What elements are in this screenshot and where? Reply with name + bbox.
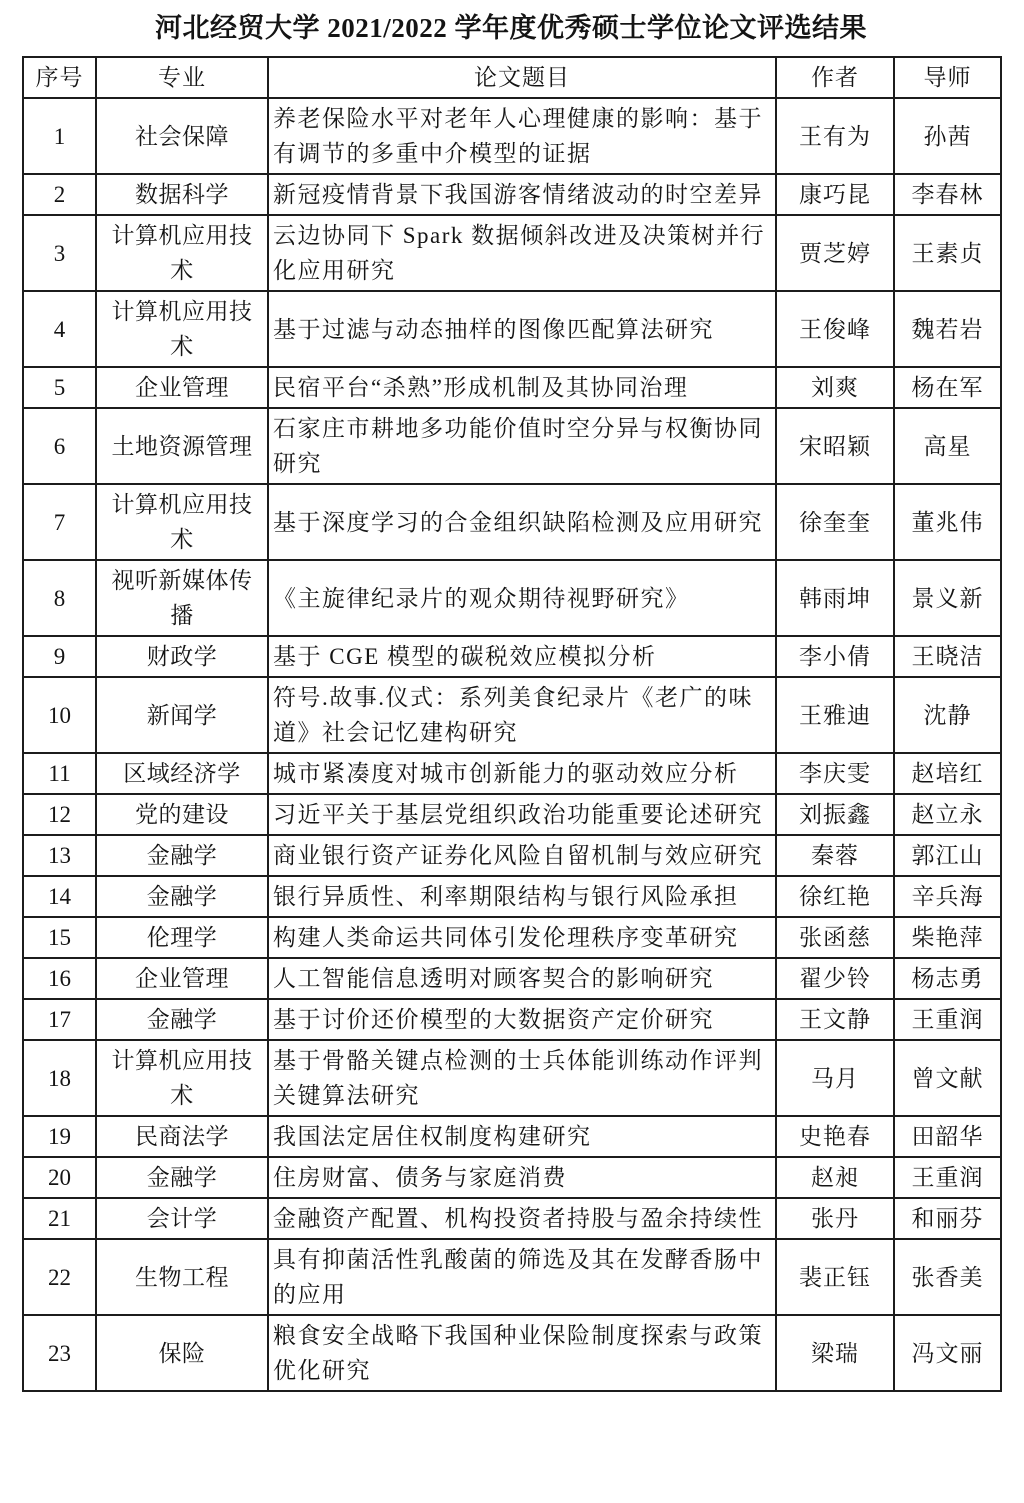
table-row [23, 636, 1001, 677]
cell-author: 宋昭颖 [776, 408, 894, 484]
table-row [23, 1040, 1001, 1116]
cell-advisor: 高星 [894, 408, 1001, 484]
cell-major: 土地资源管理 [96, 408, 268, 484]
cell-major: 会计学 [96, 1198, 268, 1239]
cell-author: 刘爽 [776, 367, 894, 408]
cell-advisor: 杨在军 [894, 367, 1001, 408]
cell-no: 8 [23, 560, 96, 636]
table-row [23, 291, 1001, 367]
cell-major: 金融学 [96, 999, 268, 1040]
cell-no: 21 [23, 1198, 96, 1239]
cell-advisor: 王重润 [894, 1157, 1001, 1198]
cell-advisor: 田韶华 [894, 1116, 1001, 1157]
cell-advisor: 王素贞 [894, 215, 1001, 291]
cell-no: 17 [23, 999, 96, 1040]
cell-thesis: 新冠疫情背景下我国游客情绪波动的时空差异 [268, 174, 776, 215]
cell-no: 14 [23, 876, 96, 917]
cell-advisor: 王重润 [894, 999, 1001, 1040]
cell-thesis: 基于讨价还价模型的大数据资产定价研究 [268, 999, 776, 1040]
cell-advisor: 曾文献 [894, 1040, 1001, 1116]
cell-thesis: 基于过滤与动态抽样的图像匹配算法研究 [268, 291, 776, 367]
cell-advisor: 董兆伟 [894, 484, 1001, 560]
cell-advisor: 景义新 [894, 560, 1001, 636]
cell-major: 计算机应用技术 [96, 291, 268, 367]
column-header-thesis: 论文题目 [268, 57, 776, 98]
column-header-major: 专业 [96, 57, 268, 98]
cell-thesis: 金融资产配置、机构投资者持股与盈余持续性 [268, 1198, 776, 1239]
cell-author: 王雅迪 [776, 677, 894, 753]
cell-author: 王文静 [776, 999, 894, 1040]
cell-no: 10 [23, 677, 96, 753]
cell-no: 20 [23, 1157, 96, 1198]
cell-major: 计算机应用技术 [96, 484, 268, 560]
cell-major: 区域经济学 [96, 753, 268, 794]
column-header-author: 作者 [776, 57, 894, 98]
table-row [23, 1315, 1001, 1391]
cell-author: 赵昶 [776, 1157, 894, 1198]
cell-major: 数据科学 [96, 174, 268, 215]
cell-author: 翟少铃 [776, 958, 894, 999]
cell-advisor: 赵培红 [894, 753, 1001, 794]
cell-thesis: 粮食安全战略下我国种业保险制度探索与政策优化研究 [268, 1315, 776, 1391]
table-row [23, 408, 1001, 484]
table-row [23, 835, 1001, 876]
cell-major: 生物工程 [96, 1239, 268, 1315]
cell-major: 企业管理 [96, 367, 268, 408]
cell-no: 6 [23, 408, 96, 484]
cell-author: 裴正钰 [776, 1239, 894, 1315]
cell-thesis: 习近平关于基层党组织政治功能重要论述研究 [268, 794, 776, 835]
cell-advisor: 和丽芬 [894, 1198, 1001, 1239]
cell-advisor: 张香美 [894, 1239, 1001, 1315]
cell-advisor: 李春林 [894, 174, 1001, 215]
cell-thesis: 商业银行资产证券化风险自留机制与效应研究 [268, 835, 776, 876]
cell-author: 韩雨坤 [776, 560, 894, 636]
cell-author: 李小倩 [776, 636, 894, 677]
table-row [23, 174, 1001, 215]
cell-thesis: 养老保险水平对老年人心理健康的影响：基于有调节的多重中介模型的证据 [268, 98, 776, 174]
cell-major: 社会保障 [96, 98, 268, 174]
cell-thesis: 住房财富、债务与家庭消费 [268, 1157, 776, 1198]
cell-author: 贾芝婷 [776, 215, 894, 291]
cell-author: 刘振鑫 [776, 794, 894, 835]
table-row [23, 677, 1001, 753]
cell-no: 2 [23, 174, 96, 215]
column-header-advisor: 导师 [894, 57, 1001, 98]
cell-no: 3 [23, 215, 96, 291]
cell-advisor: 柴艳萍 [894, 917, 1001, 958]
cell-no: 4 [23, 291, 96, 367]
cell-major: 伦理学 [96, 917, 268, 958]
cell-no: 19 [23, 1116, 96, 1157]
cell-no: 12 [23, 794, 96, 835]
table-row [23, 98, 1001, 174]
cell-major: 企业管理 [96, 958, 268, 999]
cell-thesis: 我国法定居住权制度构建研究 [268, 1116, 776, 1157]
cell-no: 11 [23, 753, 96, 794]
cell-advisor: 冯文丽 [894, 1315, 1001, 1391]
table-row [23, 794, 1001, 835]
cell-no: 23 [23, 1315, 96, 1391]
thesis-results-table [22, 56, 1002, 1392]
table-row [23, 958, 1001, 999]
cell-author: 徐红艳 [776, 876, 894, 917]
cell-thesis: 具有抑菌活性乳酸菌的筛选及其在发酵香肠中的应用 [268, 1239, 776, 1315]
cell-major: 视听新媒体传播 [96, 560, 268, 636]
cell-major: 民商法学 [96, 1116, 268, 1157]
table-row [23, 1116, 1001, 1157]
cell-author: 王俊峰 [776, 291, 894, 367]
cell-thesis: 《主旋律纪录片的观众期待视野研究》 [268, 560, 776, 636]
cell-no: 22 [23, 1239, 96, 1315]
cell-author: 梁瑞 [776, 1315, 894, 1391]
cell-major: 计算机应用技术 [96, 215, 268, 291]
cell-thesis: 石家庄市耕地多功能价值时空分异与权衡协同研究 [268, 408, 776, 484]
table-row [23, 917, 1001, 958]
cell-advisor: 杨志勇 [894, 958, 1001, 999]
cell-no: 1 [23, 98, 96, 174]
cell-no: 7 [23, 484, 96, 560]
cell-no: 13 [23, 835, 96, 876]
cell-thesis: 基于 CGE 模型的碳税效应模拟分析 [268, 636, 776, 677]
cell-author: 马月 [776, 1040, 894, 1116]
cell-no: 9 [23, 636, 96, 677]
cell-author: 秦蓉 [776, 835, 894, 876]
cell-major: 金融学 [96, 835, 268, 876]
cell-no: 18 [23, 1040, 96, 1116]
cell-author: 徐奎奎 [776, 484, 894, 560]
cell-major: 新闻学 [96, 677, 268, 753]
cell-major: 党的建设 [96, 794, 268, 835]
cell-thesis: 城市紧凑度对城市创新能力的驱动效应分析 [268, 753, 776, 794]
cell-thesis: 云边协同下 Spark 数据倾斜改进及决策树并行化应用研究 [268, 215, 776, 291]
table-row [23, 1239, 1001, 1315]
table-body [23, 98, 1001, 1391]
cell-major: 金融学 [96, 1157, 268, 1198]
cell-author: 张丹 [776, 1198, 894, 1239]
table-row [23, 999, 1001, 1040]
cell-advisor: 赵立永 [894, 794, 1001, 835]
table-header-row [23, 57, 1001, 98]
cell-thesis: 民宿平台“杀熟”形成机制及其协同治理 [268, 367, 776, 408]
cell-advisor: 辛兵海 [894, 876, 1001, 917]
cell-no: 16 [23, 958, 96, 999]
table-row [23, 1157, 1001, 1198]
table-row [23, 876, 1001, 917]
table-row [23, 560, 1001, 636]
cell-advisor: 孙茜 [894, 98, 1001, 174]
cell-thesis: 符号.故事.仪式：系列美食纪录片《老广的味道》社会记忆建构研究 [268, 677, 776, 753]
cell-major: 财政学 [96, 636, 268, 677]
page-title: 河北经贸大学 2021/2022 学年度优秀硕士学位论文评选结果 [154, 13, 867, 43]
cell-major: 计算机应用技术 [96, 1040, 268, 1116]
cell-thesis: 构建人类命运共同体引发伦理秩序变革研究 [268, 917, 776, 958]
cell-thesis: 基于骨骼关键点检测的士兵体能训练动作评判关键算法研究 [268, 1040, 776, 1116]
cell-no: 5 [23, 367, 96, 408]
table-row [23, 367, 1001, 408]
table-row [23, 1198, 1001, 1239]
table-row [23, 753, 1001, 794]
cell-no: 15 [23, 917, 96, 958]
cell-major: 金融学 [96, 876, 268, 917]
cell-thesis: 银行异质性、利率期限结构与银行风险承担 [268, 876, 776, 917]
cell-author: 史艳春 [776, 1116, 894, 1157]
cell-author: 张函慈 [776, 917, 894, 958]
column-header-no: 序号 [23, 57, 96, 98]
cell-author: 康巧昆 [776, 174, 894, 215]
cell-advisor: 沈静 [894, 677, 1001, 753]
cell-advisor: 魏若岩 [894, 291, 1001, 367]
cell-advisor: 王晓洁 [894, 636, 1001, 677]
cell-author: 李庆雯 [776, 753, 894, 794]
cell-thesis: 基于深度学习的合金组织缺陷检测及应用研究 [268, 484, 776, 560]
cell-thesis: 人工智能信息透明对顾客契合的影响研究 [268, 958, 776, 999]
cell-advisor: 郭江山 [894, 835, 1001, 876]
cell-author: 王有为 [776, 98, 894, 174]
table-row [23, 215, 1001, 291]
table-row [23, 484, 1001, 560]
cell-major: 保险 [96, 1315, 268, 1391]
